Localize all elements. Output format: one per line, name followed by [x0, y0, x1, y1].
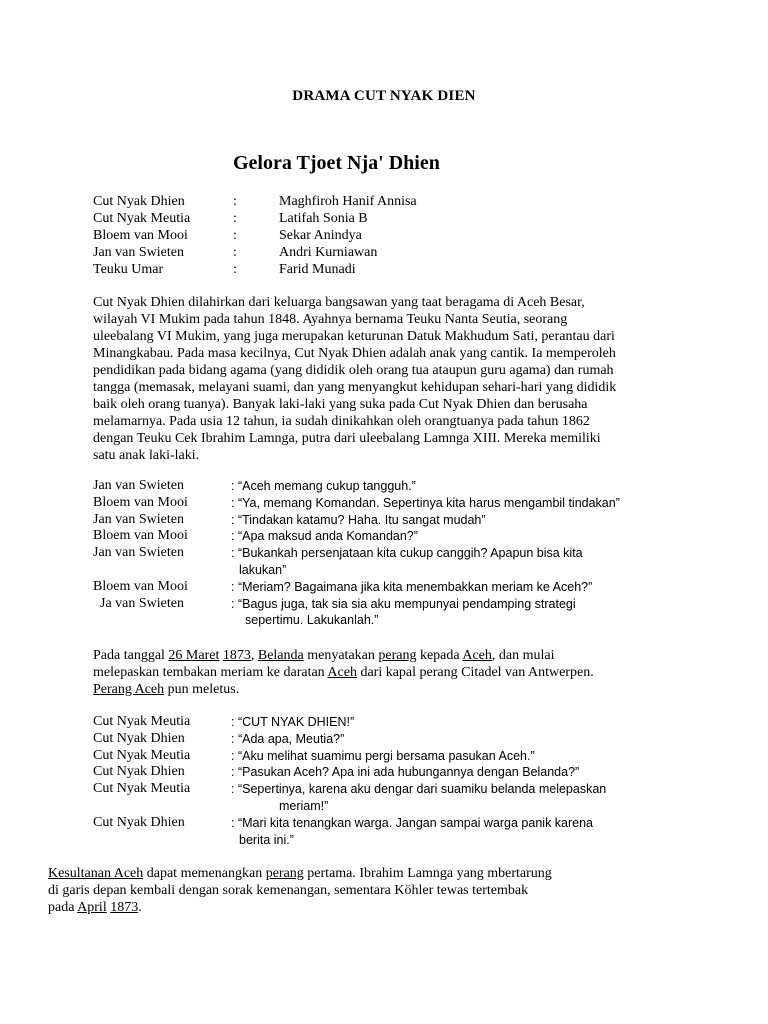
dialog-line: : “Ya, memang Komandan. Sepertinya kita harus mengambil tindakan” — [231, 495, 620, 510]
text-run: , — [250, 648, 258, 663]
dialog-speaker: Ja van Swieten — [93, 595, 184, 611]
paragraph-line: satu anak laki-laki. — [93, 448, 200, 463]
dialog-row — [93, 612, 693, 629]
dialog-speaker: Bloem van Mooi — [93, 528, 188, 544]
cast-actor: Farid Munadi — [279, 262, 356, 277]
dialog-speaker: Bloem van Mooi — [93, 578, 188, 594]
dialog-speaker: Jan van Swieten — [93, 545, 184, 561]
paragraph-line: Cut Nyak Dhien dilahirkan dari keluarga bangsawan yang taat beragama di Aceh Besar, — [93, 295, 585, 310]
dialog-line: : “Ada apa, Meutia?” — [231, 731, 345, 746]
cast-role: Jan van Swieten — [93, 245, 184, 260]
dialog-speaker: Cut Nyak Dhien — [93, 730, 185, 746]
dialog-row — [93, 731, 693, 748]
dialog-row — [93, 528, 693, 545]
text-run: . — [138, 900, 142, 915]
dialog-speaker: Cut Nyak Dhien — [93, 814, 185, 830]
paragraph-line — [93, 647, 594, 664]
dialog-row — [93, 579, 693, 596]
link-perang[interactable]: perang — [378, 648, 417, 663]
document-title: DRAMA CUT NYAK DIEN — [292, 88, 476, 104]
dialog-row — [93, 596, 693, 613]
dialog-line: : “Tindakan katamu? Haha. Itu sangat mudah” — [231, 512, 486, 527]
text-run: dari kapal perang Citadel van Antwerpen. — [356, 665, 594, 680]
paragraph-line: di garis depan kembali dengan sorak kemenangan, sementara Köhler tewas tertembak — [48, 883, 529, 898]
paragraph-line — [93, 681, 594, 698]
text-run: pertama. Ibrahim Lamnga yang mbertarung — [303, 866, 552, 881]
dialog-line: : “Bagus juga, tak sia sia aku mempunyai pendamping strategi — [231, 596, 576, 611]
dialog-row — [93, 478, 693, 495]
dialog-section-2 — [93, 714, 693, 848]
dialog-row — [93, 512, 693, 529]
dialog-line-continuation: meriam!” — [279, 798, 329, 813]
cast-role: Cut Nyak Dhien — [93, 194, 185, 209]
dialog-section-1 — [93, 478, 693, 629]
cast-actor: Andri Kurniawan — [279, 245, 378, 260]
dialog-speaker: Jan van Swieten — [93, 511, 184, 527]
dialog-line-continuation: lakukan” — [239, 562, 287, 577]
dialog-line: : “Mari kita tenangkan warga. Jangan sampai warga panik karena — [231, 815, 594, 830]
dialog-row — [93, 781, 693, 798]
cast-actor: Latifah Sonia B — [279, 211, 368, 226]
link-perang[interactable]: perang — [265, 866, 304, 881]
paragraph-line: uleebalang VI Mukim, yang juga merupakan keturunan Datuk Makhudum Sati, perantau dari — [93, 329, 615, 344]
paragraph-line: pendidikan pada bidang agama (yang dididik oleh orang tua ataupun guru agama) dan rumah — [93, 363, 614, 378]
paragraph-line: Minangkabau. Pada masa kecilnya, Cut Nyak Dhien adalah anak yang cantik. Ia memperoleh — [93, 346, 616, 361]
dialog-row — [93, 832, 693, 849]
paragraph-line — [48, 865, 552, 882]
paragraph-line: melamarnya. Pada usia 12 tahun, ia sudah dinikahkan oleh orangtuanya pada tahun 1862 — [93, 414, 590, 429]
link-april[interactable]: April — [77, 900, 107, 915]
document-subtitle: Gelora Tjoet Nja' Dhien — [233, 152, 440, 174]
cast-list — [93, 193, 613, 278]
link-perang-aceh[interactable]: Perang Aceh — [93, 682, 165, 697]
dialog-speaker: Cut Nyak Meutia — [93, 714, 191, 729]
narration-paragraph-2 — [93, 647, 594, 698]
cast-separator: : — [233, 245, 237, 260]
dialog-line: : “Aku melihat suamimu pergi bersama pasukan Aceh.” — [231, 748, 535, 763]
dialog-line: : “Pasukan Aceh? Apa ini ada hubungannya dengan Belanda?” — [231, 765, 580, 780]
text-run: Pada tanggal — [93, 648, 169, 663]
cast-separator: : — [233, 211, 237, 226]
cast-row — [93, 261, 613, 278]
link-kesultanan-aceh[interactable]: Kesultanan Aceh — [48, 866, 144, 881]
cast-separator: : — [233, 262, 237, 277]
text-run: dapat memenangkan — [143, 866, 266, 881]
dialog-speaker: Cut Nyak Dhien — [93, 764, 185, 780]
cast-row — [93, 210, 613, 227]
paragraph-line: dengan Teuku Cek Ibrahim Lamnga, putra dari uleebalang Lamnga XIII. Mereka memiliki — [93, 431, 601, 446]
cast-row — [93, 193, 613, 210]
paragraph-line: tangga (memasak, melayani suami, dan yang menyangkut kehidupan sehari-hari yang dididik — [93, 380, 617, 395]
link-year[interactable]: 1873 — [222, 648, 251, 663]
dialog-line: : “Sepertinya, karena aku dengar dari suamiku belanda melepaskan — [231, 782, 607, 797]
text-run: melepaskan tembakan meriam ke daratan — [93, 665, 328, 680]
narration-paragraph-3 — [48, 865, 552, 916]
link-date[interactable]: 26 Maret — [168, 648, 220, 663]
dialog-line: : “CUT NYAK DHIEN!” — [231, 715, 355, 729]
text-run: , dan mulai — [491, 648, 555, 663]
dialog-row — [93, 495, 693, 512]
dialog-row — [93, 714, 693, 731]
dialog-line: : “Aceh memang cukup tangguh.” — [231, 479, 416, 493]
dialog-line: : “Apa maksud anda Komandan?” — [231, 529, 418, 544]
text-run: pada — [48, 900, 78, 915]
dialog-line: : “Bukankah persenjataan kita cukup canggih? Apapun bisa kita — [231, 546, 583, 561]
dialog-speaker: Cut Nyak Meutia — [93, 747, 191, 763]
paragraph-line: baik oleh orang tuanya). Banyak laki-laki yang suka pada Cut Nyak Dhien dan berusaha — [93, 397, 588, 412]
dialog-line-continuation: sepertimu. Lakukanlah.” — [245, 613, 379, 628]
cast-role: Cut Nyak Meutia — [93, 211, 191, 226]
paragraph-line — [93, 664, 594, 681]
cast-row — [93, 244, 613, 261]
paragraph-line — [48, 899, 552, 916]
dialog-row — [93, 815, 693, 832]
dialog-row — [93, 798, 693, 815]
dialog-line-continuation: berita ini.” — [239, 832, 294, 847]
text-run: pun meletus. — [164, 682, 240, 697]
paragraph-line: wilayah VI Mukim pada tahun 1848. Ayahnya bernama Teuku Nanta Seutia, seorang — [93, 312, 568, 327]
link-aceh[interactable]: Aceh — [327, 665, 357, 680]
cast-role: Teuku Umar — [93, 262, 164, 277]
dialog-row — [93, 764, 693, 781]
cast-separator: : — [233, 194, 237, 209]
cast-separator: : — [233, 228, 237, 243]
dialog-speaker: Bloem van Mooi — [93, 494, 188, 510]
dialog-speaker: Jan van Swieten — [93, 478, 184, 493]
dialog-line: : “Meriam? Bagaimana jika kita menembakkan meriam ke Aceh?” — [231, 579, 593, 594]
cast-row — [93, 227, 613, 244]
dialog-row — [93, 545, 693, 562]
link-year[interactable]: 1873 — [110, 900, 139, 915]
dialog-row — [93, 748, 693, 765]
dialog-speaker: Cut Nyak Meutia — [93, 781, 191, 797]
link-aceh[interactable]: Aceh — [462, 648, 492, 663]
cast-actor: Maghfiroh Hanif Annisa — [279, 194, 417, 209]
link-belanda[interactable]: Belanda — [257, 648, 304, 663]
intro-paragraph — [93, 294, 616, 464]
text-run: kepada — [416, 648, 463, 663]
text-run: menyatakan — [303, 648, 379, 663]
dialog-row — [93, 562, 693, 579]
cast-role: Bloem van Mooi — [93, 228, 188, 243]
cast-actor: Sekar Anindya — [279, 228, 362, 243]
